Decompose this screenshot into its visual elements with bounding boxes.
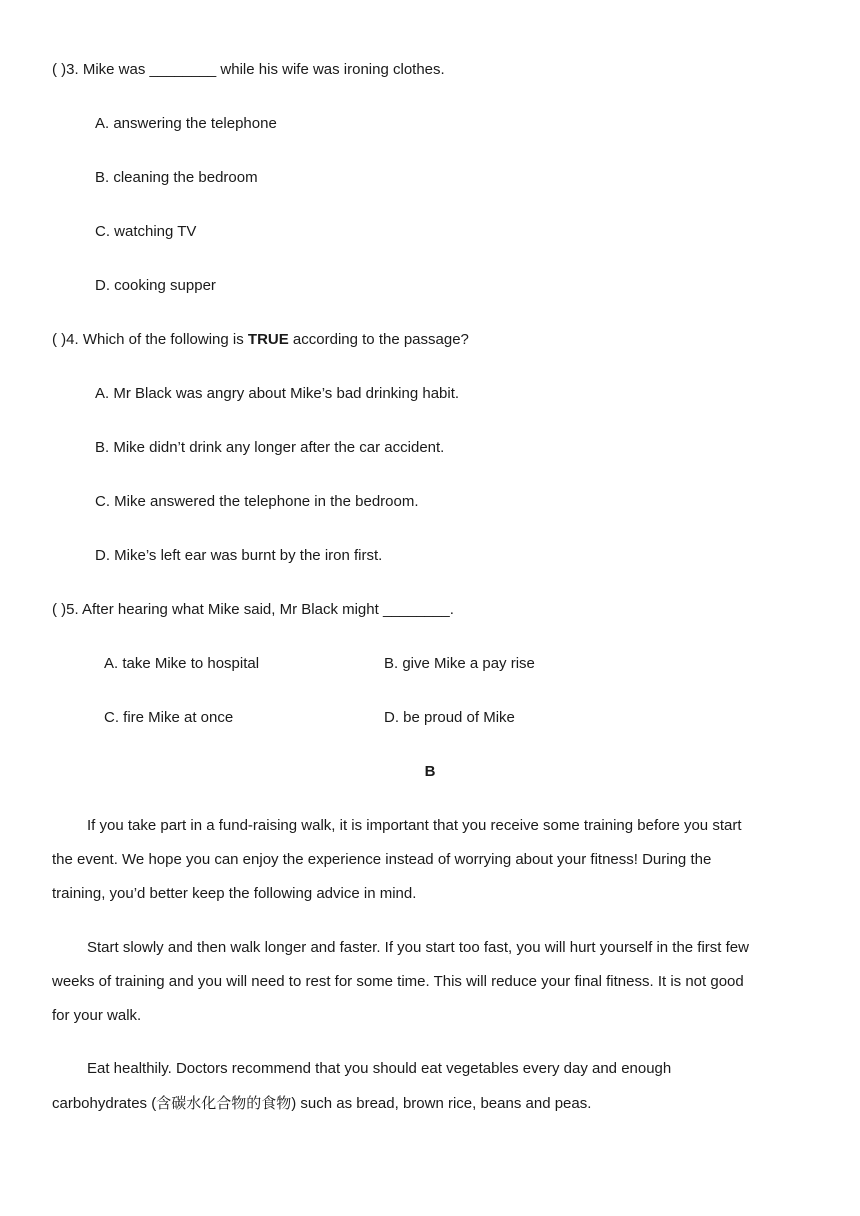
question-4-option-a: A. Mr Black was angry about Mike’s bad drinking habit. <box>95 385 460 402</box>
paragraph-1-line-1: If you take part in a fund-raising walk, it is important that you receive some training before you start <box>87 817 742 834</box>
question-3-option-b: B. cleaning the bedroom <box>95 169 258 186</box>
paragraph-3-line-1: Eat healthily. Doctors recommend that you should eat vegetables every day and enough <box>87 1060 672 1077</box>
question-4-prompt-after: according to the passage? <box>288 331 469 348</box>
question-4-prompt-before: ( )4. Which of the following is <box>52 331 248 348</box>
question-5-option-d: D. be proud of Mike <box>384 709 515 726</box>
question-5-option-b: B. give Mike a pay rise <box>384 655 535 672</box>
paragraph-3-line-2: carbohydrates (含碳水化合物的食物) such as bread, brown rice, beans and peas. <box>52 1095 592 1112</box>
question-3-option-d: D. cooking supper <box>95 277 216 294</box>
paragraph-2-line-1: Start slowly and then walk longer and faster. If you start too fast, you will hurt yourself in the first few <box>87 939 749 956</box>
paragraph-1-line-3: training, you’d better keep the following advice in mind. <box>52 885 417 902</box>
question-4-option-d: D. Mike’s left ear was burnt by the iron first. <box>95 547 383 564</box>
question-4-prompt <box>52 330 469 350</box>
section-b-heading: B <box>424 763 436 780</box>
question-5-prompt: ( )5. After hearing what Mike said, Mr Black might ________. <box>52 601 454 618</box>
question-3-option-c: C. watching TV <box>95 223 197 240</box>
question-4-option-c: C. Mike answered the telephone in the bedroom. <box>95 493 419 510</box>
question-5-option-a: A. take Mike to hospital <box>104 655 260 672</box>
paragraph-2-line-3: for your walk. <box>52 1007 142 1024</box>
question-4-option-b: B. Mike didn’t drink any longer after the car accident. <box>95 439 445 456</box>
question-5-option-c: C. fire Mike at once <box>104 709 234 726</box>
question-3-prompt: ( )3. Mike was ________ while his wife was ironing clothes. <box>52 61 445 78</box>
paragraph-1-line-2: the event. We hope you can enjoy the experience instead of worrying about your fitness! During the <box>52 851 712 868</box>
paragraph-2-line-2: weeks of training and you will need to rest for some time. This will reduce your final fitness. It is not good <box>52 973 744 990</box>
question-3-option-a: A. answering the telephone <box>95 115 277 132</box>
question-4-prompt-bold: TRUE <box>247 331 289 348</box>
